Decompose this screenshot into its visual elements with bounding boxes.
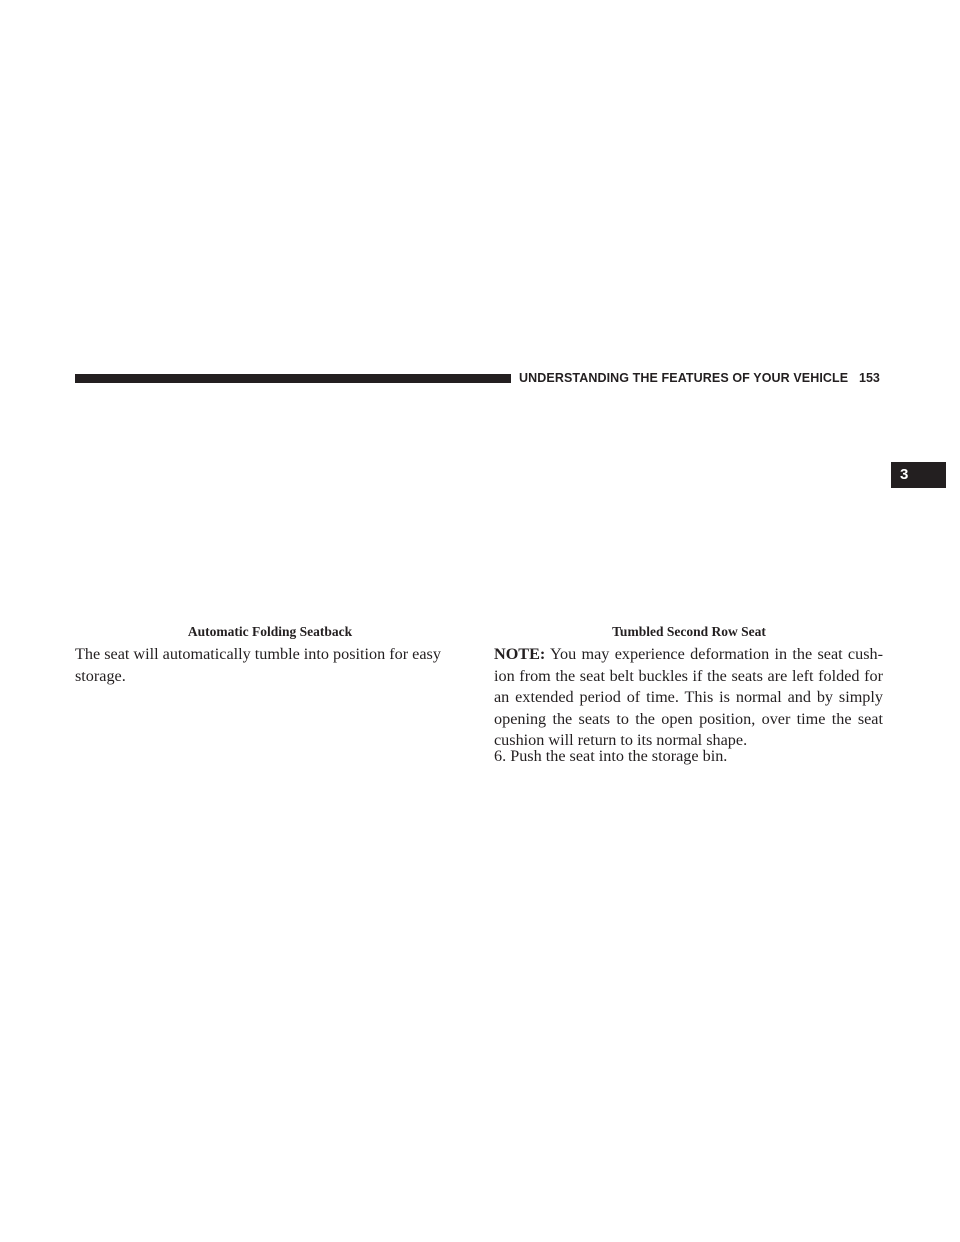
note-line5: cushion will return to its normal shape. bbox=[494, 731, 748, 750]
chapter-tab bbox=[891, 462, 946, 488]
page-number: 153 bbox=[859, 371, 880, 385]
chapter-tab-number: 3 bbox=[900, 466, 909, 483]
figure-automatic-folding-seatback bbox=[75, 395, 465, 617]
left-body-paragraph bbox=[75, 644, 464, 687]
header-rule bbox=[75, 374, 511, 383]
left-body-line1: The seat will automatically tumble into position for easy bbox=[75, 645, 441, 663]
step-6-paragraph: 6. Push the seat into the storage bin. bbox=[494, 747, 728, 765]
figure-caption-right: Tumbled Second Row Seat bbox=[612, 624, 766, 639]
note-label: NOTE: bbox=[494, 645, 546, 663]
figure-tumbled-second-row-seat bbox=[494, 395, 884, 617]
left-body-line2: storage. bbox=[75, 666, 126, 685]
note-line2: ion from the seat belt buckles if the seats are left folded for bbox=[494, 666, 883, 685]
note-line1: You may experience deformation in the seat cush- bbox=[545, 645, 883, 663]
figure-caption-left: Automatic Folding Seatback bbox=[187, 624, 353, 639]
note-line4: opening the seats to the open position, over time the seat bbox=[494, 709, 883, 728]
note-line3: an extended period of time. This is normal and by simply bbox=[494, 688, 883, 707]
page-header-title: UNDERSTANDING THE FEATURES OF YOUR VEHICLE bbox=[519, 371, 849, 385]
note-paragraph bbox=[494, 644, 883, 752]
